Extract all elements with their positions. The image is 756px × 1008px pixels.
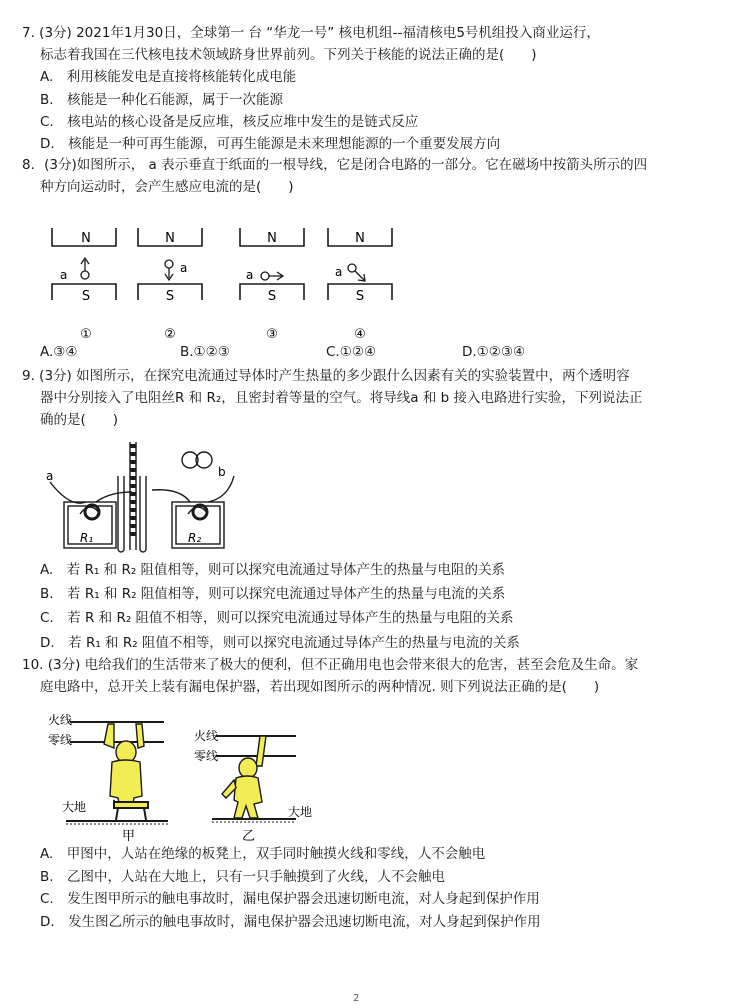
q10-person-yi — [222, 736, 266, 818]
q9-option-a[interactable]: A. 若 R₁ 和 R₂ 阻值相等，则可以探究电流通过导体产生的热量与电阻的关系 — [40, 562, 506, 578]
q10-stem-line1: 10. (3分) 电给我们的生活带来了极大的便利，但不正确用电也会带来很大的危害，甚至会危及生命。家 — [22, 657, 639, 673]
arrow-down-icon — [165, 268, 173, 280]
q8-wire-a-1: a — [60, 268, 68, 282]
q10-person-jia — [104, 724, 144, 808]
q10-jia-ground-label: 大地 — [62, 800, 87, 814]
q10-yi-live-label: 火线 — [194, 729, 219, 743]
q8-wire-3 — [261, 272, 269, 280]
q8-pole-s-3: S — [267, 289, 277, 304]
q8-pole-n-2: N — [165, 231, 175, 246]
q8-stem-line1: 8．(3分)如图所示， a 表示垂直于纸面的一根导线，它是闭合电路的一部分。它在磁场中按箭头所示的四 — [22, 157, 648, 173]
q8-option-b[interactable]: B.①②③ — [180, 344, 230, 360]
q7-option-d[interactable]: D. 核能是一种可再生能源，可再生能源是未来理想能源的一个重要发展方向 — [40, 136, 501, 152]
q10-option-c[interactable]: C. 发生图甲所示的触电事故时，漏电保护器会迅速切断电流，对人身起到保护作用 — [40, 891, 540, 907]
q8-fig-label-2: ② — [164, 327, 176, 342]
q10-yi-neutral-label: 零线 — [194, 749, 219, 763]
q9-terminal-b: b — [218, 465, 226, 479]
q8-wire-a-2: a — [180, 261, 188, 275]
arrow-up-icon — [81, 258, 89, 271]
q8-pole-s-4: S — [355, 289, 365, 304]
q8-magnet-figure — [40, 222, 400, 346]
q8-pole-s-2: S — [165, 289, 175, 304]
q8-fig-label-4: ④ — [354, 327, 366, 342]
q9-terminal-a: a — [46, 469, 54, 483]
q7-option-a[interactable]: A. 利用核能发电是直接将核能转化成电能 — [40, 69, 297, 85]
q7-stem-line2: 标志着我国在三代核电技术领域跻身世界前列。下列关于核能的说法正确的是( ) — [40, 47, 537, 63]
q8-fig-label-1: ① — [80, 327, 92, 342]
q10-yi-ground-label: 大地 — [288, 805, 313, 819]
q10-caption-jia: 甲 — [122, 829, 136, 842]
q8-wire-2 — [165, 260, 173, 268]
q8-stem-line2: 种方向运动时，会产生感应电流的是( ) — [40, 179, 294, 195]
q8-option-c[interactable]: C.①②④ — [326, 344, 377, 360]
arrow-diagonal-icon — [355, 271, 365, 281]
q8-pole-n-4: N — [355, 231, 365, 246]
q7-option-c[interactable]: C. 核电站的核心设备是反应堆，核反应堆中发生的是链式反应 — [40, 114, 419, 130]
q9-stem-line3: 确的是( ) — [40, 412, 119, 428]
q8-option-a[interactable]: A.③④ — [40, 344, 78, 360]
q10-jia-neutral-label: 零线 — [48, 733, 73, 747]
q9-option-c[interactable]: C. 若 R 和 R₂ 阻值不相等，则可以探究电流通过导体产生的热量与电阻的关系 — [40, 610, 514, 626]
q9-option-d[interactable]: D. 若 R₁ 和 R₂ 阻值不相等，则可以探究电流通过导体产生的热量与电流的关系 — [40, 635, 520, 651]
q10-jia-live-label: 火线 — [48, 713, 73, 727]
q9-joule-heating-figure — [40, 436, 240, 554]
q7-option-b[interactable]: B. 核能是一种化石能源，属于一次能源 — [40, 92, 284, 108]
q9-option-b[interactable]: B. 若 R₁ 和 R₂ 阻值相等，则可以探究电流通过导体产生的热量与电流的关系 — [40, 586, 506, 602]
q10-option-a[interactable]: A. 甲图中，人站在绝缘的板凳上，双手同时触摸火线和零线，人不会触电 — [40, 846, 486, 862]
q8-wire-a-3: a — [246, 268, 254, 282]
q8-wire-a-4: a — [335, 265, 343, 279]
q8-pole-n-3: N — [267, 231, 277, 246]
q10-stem-line2: 庭电路中，总开关上装有漏电保护器，若出现如图所示的两种情况. 则下列说法正确的是( ) — [40, 679, 600, 695]
q8-pole-n-1: N — [81, 231, 91, 246]
q8-fig-label-3: ③ — [266, 327, 278, 342]
q10-electric-shock-figure — [44, 704, 320, 842]
q9-stem-line2: 器中分别接入了电阻丝R 和 R₂，且密封着等量的空气。将导线a 和 b 接入电路进行实验，下列说法正 — [40, 390, 643, 406]
q8-wire-4 — [348, 264, 356, 272]
q9-label-r2: R₂ — [188, 531, 202, 545]
arrow-right-icon — [269, 272, 283, 280]
q10-caption-yi: 乙 — [242, 829, 256, 842]
q8-wire-1 — [81, 271, 89, 279]
q8-option-d[interactable]: D.①②③④ — [462, 344, 526, 360]
q9-stem-line1: 9. (3分) 如图所示，在探究电流通过导体时产生热量的多少跟什么因素有关的实验装置中，两个透明容 — [22, 368, 630, 384]
q9-label-r1: R₁ — [80, 531, 94, 545]
q10-option-b[interactable]: B. 乙图中，人站在大地上，只有一只手触摸到了火线，人不会触电 — [40, 869, 446, 885]
q8-pole-s-1: S — [81, 289, 91, 304]
q7-stem-line1: 7. (3分) 2021年1月30日，全球第一 台 “华龙一号” 核电机组--福清核电5号机组投入商业运行， — [22, 25, 600, 41]
page-number: 2 — [353, 993, 360, 1004]
q10-option-d[interactable]: D. 发生图乙所示的触电事故时，漏电保护器会迅速切断电流，对人身起到保护作用 — [40, 914, 541, 930]
